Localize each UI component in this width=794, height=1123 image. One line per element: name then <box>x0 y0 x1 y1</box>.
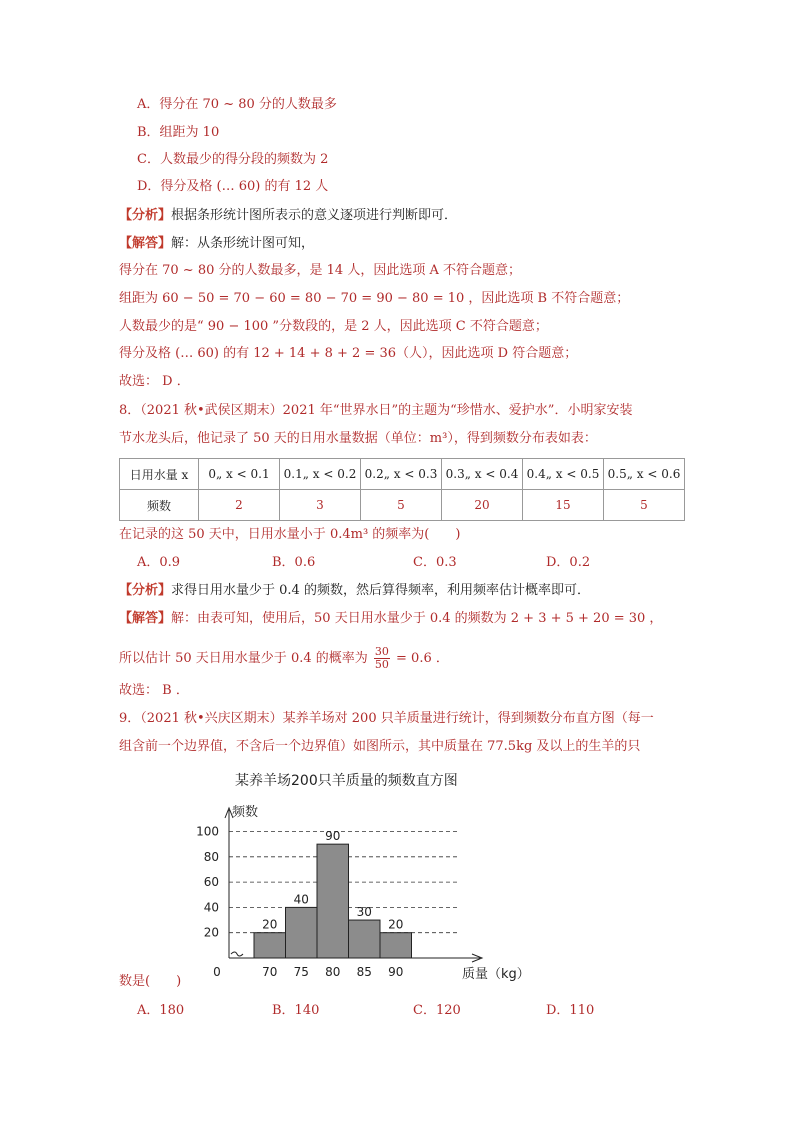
table-cell-range: 0.3„ x < 0.4 <box>442 459 523 490</box>
x-tick-label: 75 <box>293 965 309 979</box>
chart-title: 某养羊场200只羊质量的频数直方图 <box>235 773 458 789</box>
histogram-bar <box>349 920 381 958</box>
y-axis-title: 频数 <box>232 805 259 820</box>
q9-option-b: B．140 <box>272 1003 320 1018</box>
histogram-bar <box>317 844 349 958</box>
q8-option-b: B．0.6 <box>272 555 316 570</box>
x-axis-title: 质量（kg） <box>462 967 530 982</box>
q8-estimate-suffix: = 0.6 ． <box>396 651 449 666</box>
table-cell-count: 5 <box>604 490 685 521</box>
table-cell-range: 0.5„ x < 0.6 <box>604 459 685 490</box>
histogram-bar <box>254 933 286 958</box>
y-tick-label: 20 <box>203 925 219 940</box>
q8-solution-text: 解：由表可知，使用后，50 天日用水量少于 0.4 的频数为 2 + 3 + 5 + 20 = 30 ， <box>171 611 663 626</box>
q7-option-a: A．得分在 70 ~ 80 分的人数最多 <box>137 97 337 112</box>
table-header-water-usage: 日用水量 x <box>120 459 199 490</box>
y-tick-label: 80 <box>203 849 219 864</box>
q7-solution-line-4: 得分及格 (… 60) 的有 12 + 14 + 8 + 2 = 36（人），因此选项 D 符合题意； <box>119 346 578 361</box>
q8-question: 在记录的这 50 天中，日用水量小于 0.4m³ 的频率为( ) <box>119 527 461 542</box>
q7-option-c: C．人数最少的得分段的频数为 2 <box>137 152 329 167</box>
x-tick-label: 90 <box>388 965 404 979</box>
bar-value-label: 30 <box>356 905 372 920</box>
q9-option-d: D．110 <box>546 1003 595 1018</box>
bar-value-label: 20 <box>388 917 404 932</box>
q7-solution-line-1: 得分在 70 ~ 80 分的人数最多，是 14 人，因此选项 A 不符合题意； <box>119 263 521 278</box>
histogram-bar <box>380 933 412 958</box>
table-cell-count: 15 <box>523 490 604 521</box>
table-cell-range: 0.2„ x < 0.3 <box>361 459 442 490</box>
origin-label: 0 <box>213 965 221 979</box>
q8-estimate-prefix: 所以估计 50 天日用水量少于 0.4 的概率为 <box>119 651 368 666</box>
histogram-bar <box>286 907 318 958</box>
table-cell-range: 0.1„ x < 0.2 <box>280 459 361 490</box>
q7-analysis-tag: 【分析】 <box>119 208 172 223</box>
bar-value-label: 90 <box>325 829 341 844</box>
q8-fraction-numerator: 30 <box>374 645 389 658</box>
q8-stem-line-1: 8．（2021 秋•武侯区期末）2021 年“世界水日”的主题为“珍惜水、爱护水”．小明家安装 <box>119 403 633 418</box>
q8-fraction-denominator: 50 <box>374 658 389 671</box>
q7-solution-text: 解：从条形统计图可知， <box>171 236 315 251</box>
y-tick-label: 100 <box>196 824 219 839</box>
q9-stem-line-2: 组含前一个边界值，不含后一个边界值）如图所示，其中质量在 77.5kg 及以上的生羊的只 <box>119 739 641 754</box>
q7-analysis-text: 根据条形统计图所表示的意义逐项进行判断即可． <box>171 208 458 223</box>
q8-option-d: D．0.2 <box>546 555 591 570</box>
q7-answer: 故选： D ． <box>119 374 190 389</box>
table-header-frequency: 频数 <box>120 490 199 521</box>
q7-solution-line-2: 组距为 60 − 50 = 70 − 60 = 80 − 70 = 90 − 80 = 10 ，因此选项 B 不符合题意； <box>119 291 630 306</box>
q7-option-d: D．得分及格 (… 60) 的有 12 人 <box>137 179 329 194</box>
bar-value-label: 20 <box>262 917 278 932</box>
bar-value-label: 40 <box>293 892 309 907</box>
x-tick-label: 85 <box>356 965 372 979</box>
q9-option-a: A．180 <box>137 1003 185 1018</box>
x-tick-label: 70 <box>262 965 278 979</box>
y-tick-label: 60 <box>203 875 219 890</box>
q8-analysis-text: 求得日用水量少于 0.4 的频数，然后算得频率，利用频率估计概率即可． <box>171 583 590 598</box>
q8-option-a: A．0.9 <box>137 555 181 570</box>
x-tick-label: 80 <box>325 965 341 979</box>
axis-break-mark <box>231 952 243 956</box>
q8-analysis-tag: 【分析】 <box>119 583 172 598</box>
q8-option-c: C．0.3 <box>413 555 457 570</box>
y-tick-label: 40 <box>203 900 219 915</box>
table-cell-count: 5 <box>361 490 442 521</box>
q9-option-c: C．120 <box>413 1003 461 1018</box>
table-cell-count: 2 <box>199 490 280 521</box>
q9-stem-line-1: 9．（2021 秋•兴庆区期末）某养羊场对 200 只羊质量进行统计，得到频数分布直方图（每一 <box>119 711 654 726</box>
q7-option-b: B．组距为 10 <box>137 125 220 140</box>
q8-solution-tag: 【解答】 <box>119 611 172 626</box>
table-cell-count: 3 <box>280 490 361 521</box>
table-cell-range: 0.4„ x < 0.5 <box>523 459 604 490</box>
q8-stem-line-2: 节水龙头后，他记录了 50 天的日用水量数据（单位：m³），得到频数分布表如表： <box>119 431 597 446</box>
table-cell-count: 20 <box>442 490 523 521</box>
q7-solution-line-3: 人数最少的是“ 90 − 100 ”分数段的，是 2 人，因此选项 C 不符合题意； <box>119 319 548 334</box>
q7-solution-tag: 【解答】 <box>119 236 172 251</box>
q9-stem-line-3: 数是( ) <box>119 974 182 989</box>
q8-answer: 故选： B ． <box>119 683 189 698</box>
table-cell-range: 0„ x < 0.1 <box>199 459 280 490</box>
